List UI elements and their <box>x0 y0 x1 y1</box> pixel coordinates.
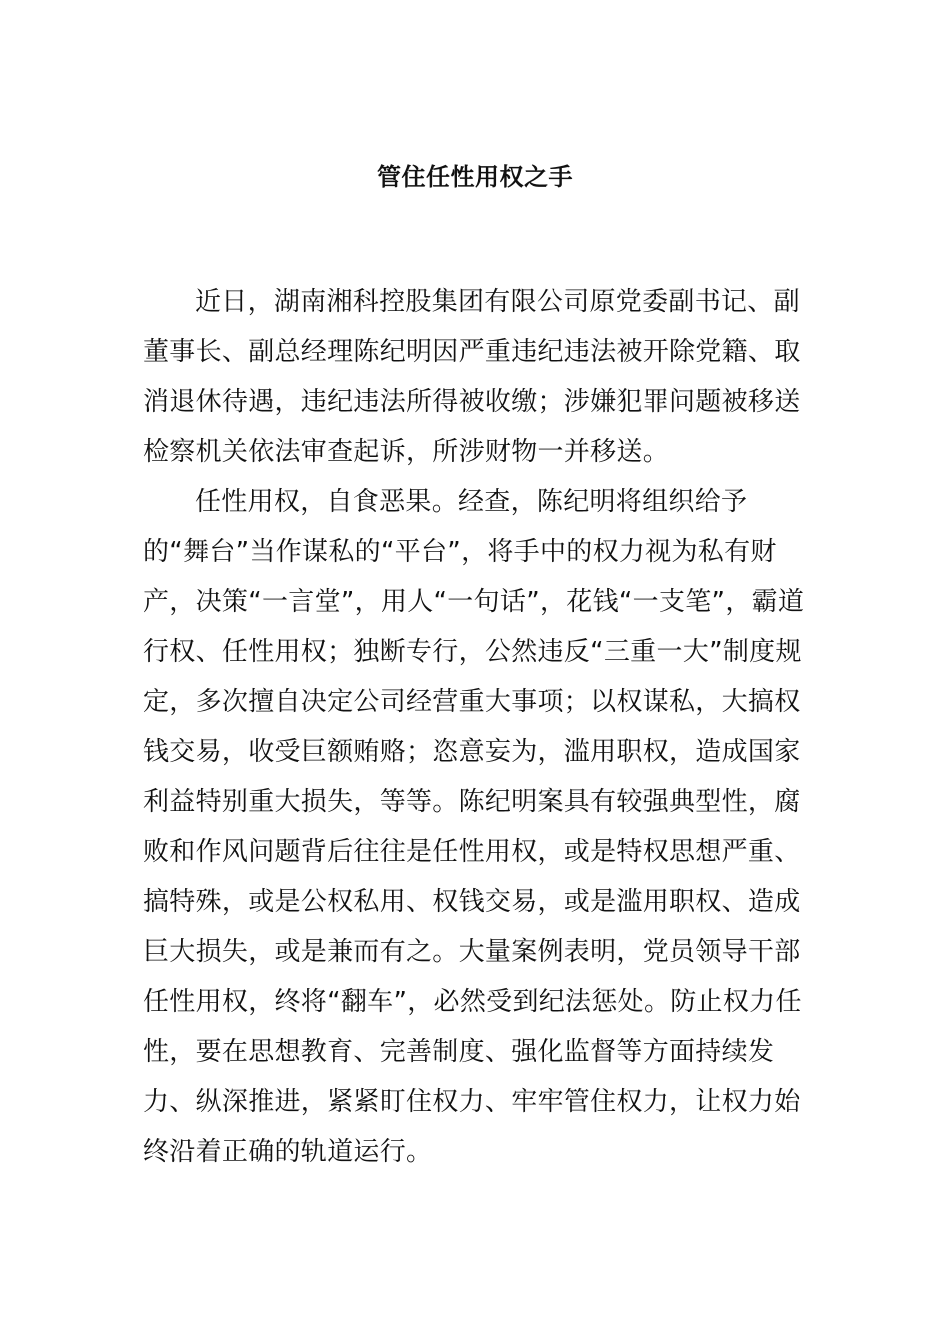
paragraph-1: 近日，湖南湘科控股集团有限公司原党委副书记、副董事长、副总经理陈纪明因严重违纪违法被开除党籍、取消退休待遇，违纪违法所得被收缴；涉嫌犯罪问题被移送检察机关依法审查起诉，所涉财物一并移送。 <box>143 287 801 467</box>
paragraph-2: 任性用权，自食恶果。经查，陈纪明将组织给予的“舞台”当作谋私的“平台”，将手中的权力视为私有财产，决策“一言堂”，用人“一句话”，花钱“一支笔”，霸道行权、任性用权；独断专行，公然违反“三重一大”制度规定，多次擅自决定公司经营重大事项；以权谋私，大搞权钱交易，收受巨额贿赂；恣意妄为，滥用职权，造成国家利益特别重大损失，等等。陈纪明案具有较强典型性，腐败和作风问题背后往往是任性用权，或是特权思想严重、搞特殊，或是公权私用、权钱交易，或是滥用职权、造成巨大损失，或是兼而有之。大量案例表明，党员领导干部任性用权，终将“翻车”，必然受到纪法惩处。防止权力任性，要在思想教育、完善制度、强化监督等方面持续发力、纵深推进，紧紧盯住权力、牢牢管住权力，让权力始终沿着正确的轨道运行。 <box>143 487 805 1167</box>
document-title: 管住任性用权之手 <box>377 163 573 191</box>
document-body <box>143 277 813 1177</box>
